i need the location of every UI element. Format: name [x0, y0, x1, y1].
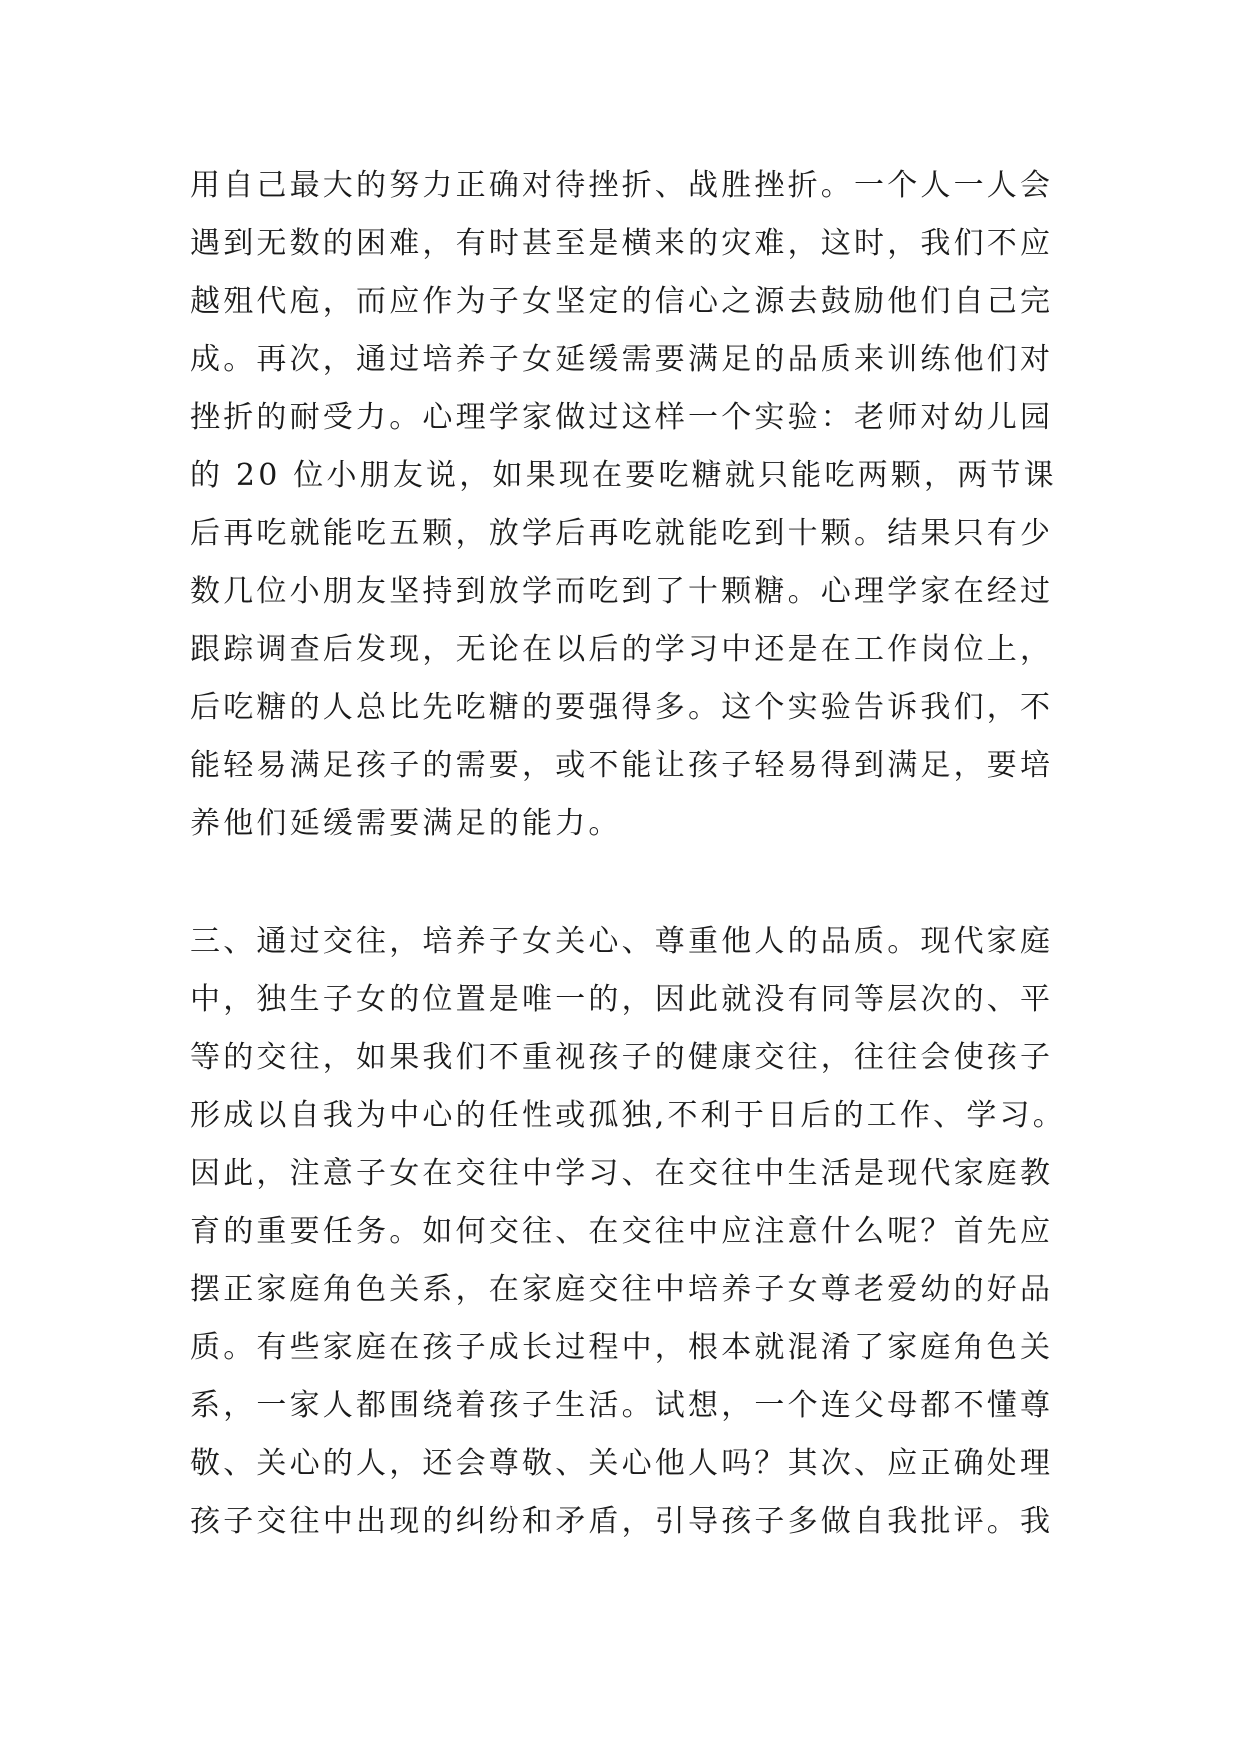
text-line: 三、通过交往，培养子女关心、尊重他人的品质。现代家庭 — [190, 924, 1054, 959]
text-line: 形成以自我为中心的任性或孤独,不利于日后的工作、学习。 — [190, 1098, 1066, 1133]
text-line: 敬、关心的人，还会尊敬、关心他人吗？其次、应正确处理 — [190, 1446, 1054, 1481]
text-line: 系，一家人都围绕着孩子生活。试想，一个连父母都不懂尊 — [190, 1388, 1054, 1423]
text-line: 挫折的耐受力。心理学家做过这样一个实验：老师对幼儿园 — [190, 400, 1054, 435]
text-line: 孩子交往中出现的纠纷和矛盾，引导孩子多做自我批评。我 — [190, 1504, 1054, 1539]
text-line: 数几位小朋友坚持到放学而吃到了十颗糖。心理学家在经过 — [190, 574, 1054, 609]
text-line: 摆正家庭角色关系，在家庭交往中培养子女尊老爱幼的好品 — [190, 1272, 1054, 1307]
text-line: 质。有些家庭在孩子成长过程中，根本就混淆了家庭角色关 — [190, 1330, 1054, 1365]
text-line: 等的交往，如果我们不重视孩子的健康交往，往往会使孩子 — [190, 1040, 1054, 1075]
text-line: 成。再次，通过培养子女延缓需要满足的品质来训练他们对 — [190, 342, 1054, 377]
text-line: 中，独生子女的位置是唯一的，因此就没有同等层次的、平 — [190, 982, 1054, 1017]
text-line: 后吃糖的人总比先吃糖的要强得多。这个实验告诉我们，不 — [190, 690, 1054, 725]
text-line: 因此，注意子女在交往中学习、在交往中生活是现代家庭教 — [190, 1156, 1054, 1191]
text-line: 育的重要任务。如何交往、在交往中应注意什么呢？首先应 — [190, 1214, 1054, 1249]
paragraph-1 — [190, 157, 1070, 853]
text-line: 养他们延缓需要满足的能力。 — [190, 806, 622, 841]
text-line: 遇到无数的困难，有时甚至是横来的灾难，这时，我们不应 — [190, 226, 1054, 261]
text-line: 的 20 位小朋友说，如果现在要吃糖就只能吃两颗，两节课 — [190, 458, 1057, 493]
text-line: 后再吃就能吃五颗，放学后再吃就能吃到十颗。结果只有少 — [190, 516, 1054, 551]
text-line: 越殂代庖，而应作为子女坚定的信心之源去鼓励他们自己完 — [190, 284, 1054, 319]
text-line: 跟踪调查后发现，无论在以后的学习中还是在工作岗位上， — [190, 632, 1054, 667]
text-line: 能轻易满足孩子的需要，或不能让孩子轻易得到满足，要培 — [190, 748, 1054, 783]
text-line: 用自己最大的努力正确对待挫折、战胜挫折。一个人一人会 — [190, 168, 1054, 203]
paragraph-2 — [190, 913, 1070, 1551]
